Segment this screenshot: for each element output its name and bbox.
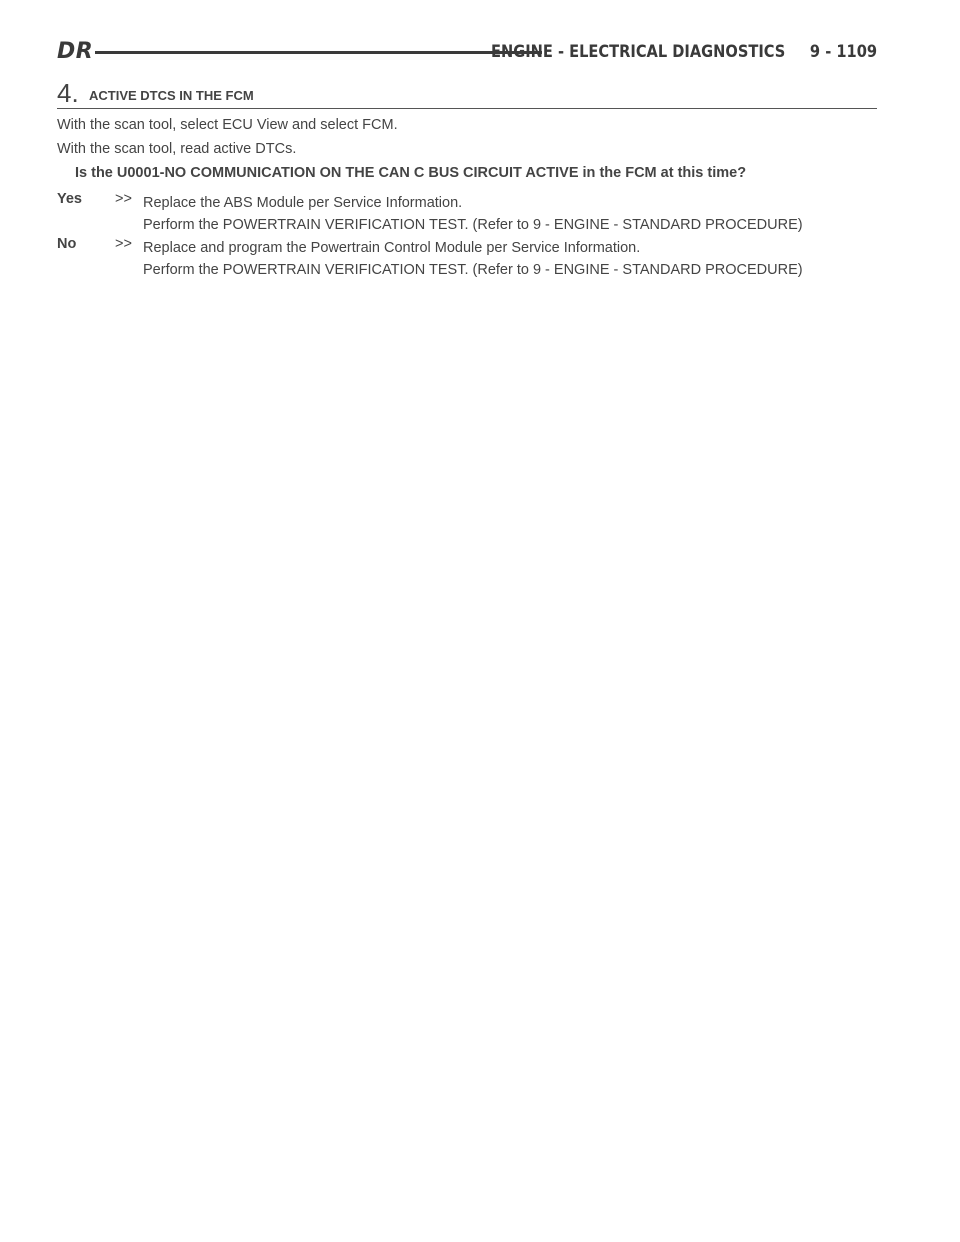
step-number: 4. xyxy=(57,78,79,108)
header-rule xyxy=(95,51,542,54)
answer-line: Replace and program the Powertrain Control Module per Service Information. xyxy=(143,240,641,256)
answer-arrow: >> xyxy=(115,236,132,252)
answer-label: Yes xyxy=(57,191,82,207)
answer-label: No xyxy=(57,236,77,252)
step-title: ACTIVE DTCS IN THE FCM xyxy=(89,88,254,103)
answer-arrow: >> xyxy=(115,191,132,207)
section-title: ENGINE - ELECTRICAL DIAGNOSTICS xyxy=(491,42,786,62)
diagnostic-question: Is the U0001-NO COMMUNICATION ON THE CAN C BUS CIRCUIT ACTIVE in the FCM at this time? xyxy=(75,165,747,181)
page-number: 9 - 1109 xyxy=(809,42,877,62)
instruction-1: With the scan tool, select ECU View and select FCM. xyxy=(57,117,398,133)
answer-line: Perform the POWERTRAIN VERIFICATION TEST. (Refer to 9 - ENGINE - STANDARD PROCEDURE) xyxy=(143,217,803,233)
answer-line: Perform the POWERTRAIN VERIFICATION TEST. (Refer to 9 - ENGINE - STANDARD PROCEDURE) xyxy=(143,262,803,278)
answer-line: Replace the ABS Module per Service Information. xyxy=(143,195,463,211)
instruction-2: With the scan tool, read active DTCs. xyxy=(57,141,297,157)
page-header xyxy=(57,38,877,66)
vehicle-code: DR xyxy=(57,39,94,64)
step-heading xyxy=(57,80,877,109)
